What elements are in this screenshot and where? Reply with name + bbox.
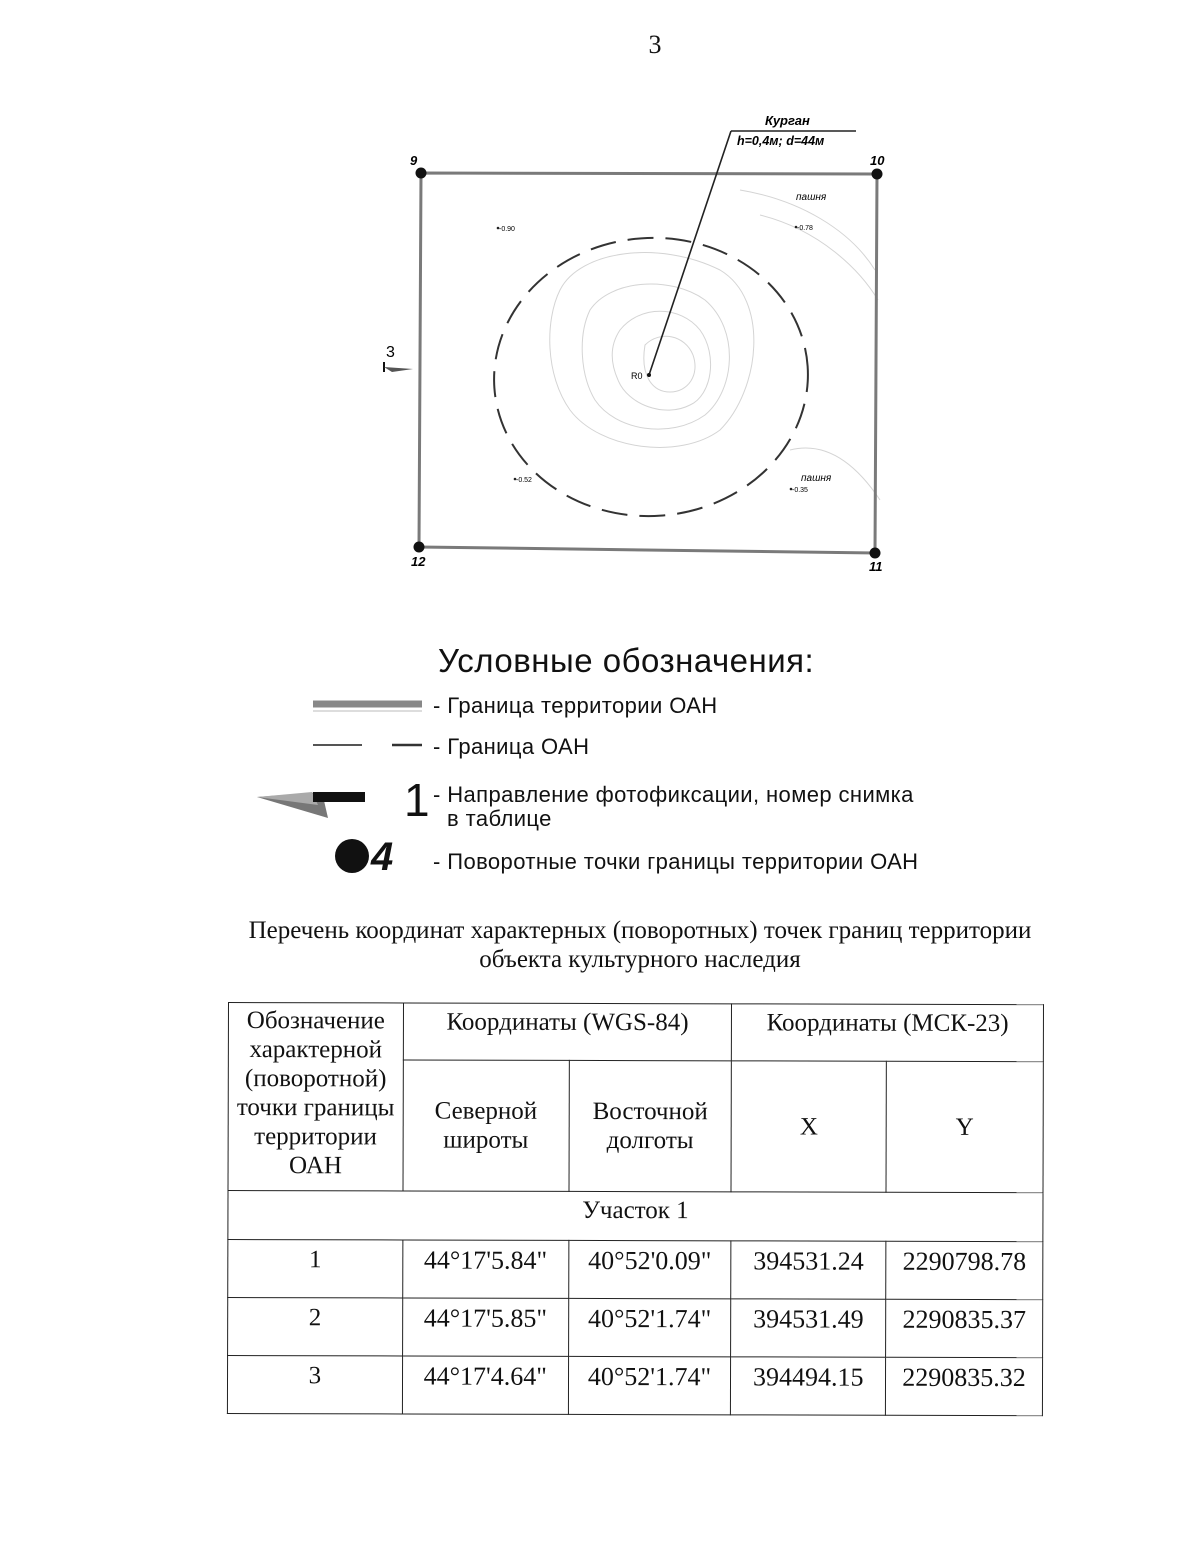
header-north-line: широты bbox=[443, 1126, 529, 1154]
elevation-label: -0.35 bbox=[792, 487, 808, 494]
header-point-line: ОАН bbox=[288, 1152, 342, 1180]
cell-lat: 44°17'4.64" bbox=[402, 1356, 568, 1414]
table-header-row bbox=[228, 1003, 1043, 1062]
section-label: Участок 1 bbox=[228, 1191, 1043, 1242]
coords-list-title-line1: Перечень координат характерных (поворотных) точек границ территории bbox=[248, 917, 1032, 944]
land-label-se: пашня bbox=[801, 473, 832, 484]
turning-point-10 bbox=[872, 169, 883, 180]
header-y: Y bbox=[886, 1061, 1043, 1192]
mound-params: h=0,4м; d=44м bbox=[737, 134, 825, 148]
coords-list-title-line2: объекта культурного наследия bbox=[479, 946, 801, 973]
site-plan bbox=[0, 0, 1200, 640]
mound-label: Курган bbox=[765, 113, 810, 128]
header-point-line: (поворотной) bbox=[244, 1065, 387, 1093]
legend-arrow-number: 1 bbox=[404, 774, 430, 826]
cell-lat: 44°17'5.84" bbox=[403, 1240, 569, 1298]
turning-point-9 bbox=[416, 168, 427, 179]
elevation-label: -0.90 bbox=[499, 226, 515, 233]
header-msk: Координаты (МСК-23) bbox=[732, 1004, 1044, 1062]
mound-center-dot bbox=[647, 373, 651, 377]
cell-point: 2 bbox=[228, 1298, 403, 1356]
cell-y: 2290798.78 bbox=[886, 1241, 1043, 1299]
legend-dot-symbol bbox=[335, 839, 369, 873]
header-east-line: Восточной bbox=[592, 1097, 708, 1126]
cell-x: 394531.49 bbox=[731, 1299, 886, 1357]
cell-y: 2290835.32 bbox=[886, 1357, 1043, 1415]
cell-point: 1 bbox=[228, 1240, 403, 1298]
oan-boundary bbox=[485, 227, 818, 526]
elevation-label: -0.52 bbox=[516, 477, 532, 484]
photo-arrow-head bbox=[384, 367, 413, 372]
table-row bbox=[227, 1356, 1042, 1416]
point-label-12: 12 bbox=[411, 554, 426, 569]
header-point-line: Обозначение bbox=[246, 1007, 385, 1035]
legend-title: Условные обозначения: bbox=[438, 642, 815, 679]
contour-lines bbox=[550, 190, 880, 500]
point-label-11: 11 bbox=[869, 559, 883, 574]
turning-point-11 bbox=[870, 548, 881, 559]
point-label-9: 9 bbox=[410, 153, 418, 168]
legend-dot-number: 4 bbox=[371, 835, 394, 879]
header-point bbox=[228, 1003, 403, 1191]
legend-arrow-symbol bbox=[257, 792, 365, 818]
photo-number: 3 bbox=[386, 344, 395, 361]
header-x: X bbox=[731, 1061, 886, 1192]
cell-lon: 40°52'1.74" bbox=[568, 1356, 731, 1414]
header-point-line: точки границы bbox=[236, 1094, 395, 1122]
mound-center-label: R0 bbox=[631, 371, 643, 381]
land-label-ne: пашня bbox=[796, 192, 827, 203]
header-east-line: долготы bbox=[606, 1126, 694, 1155]
coords-list-title bbox=[200, 916, 1080, 974]
legend-item-boundary-territory: - Граница территории ОАН bbox=[433, 693, 718, 718]
cell-point: 3 bbox=[227, 1356, 402, 1414]
legend-item-photo-direction-cont: в таблице bbox=[447, 806, 552, 831]
section-row bbox=[228, 1191, 1043, 1242]
header-point-line: территории bbox=[254, 1123, 377, 1151]
cell-x: 394531.24 bbox=[731, 1241, 886, 1299]
page-number: 3 bbox=[648, 30, 662, 59]
table-row bbox=[228, 1298, 1043, 1358]
legend-item-boundary-oan: - Граница ОАН bbox=[433, 734, 590, 759]
header-point-line: характерной bbox=[249, 1036, 383, 1064]
turning-point-12 bbox=[414, 542, 425, 553]
cell-y: 2290835.37 bbox=[886, 1299, 1043, 1357]
cell-lat: 44°17'5.85" bbox=[402, 1298, 568, 1356]
coords-table bbox=[227, 1002, 1044, 1416]
cell-lon: 40°52'1.74" bbox=[568, 1298, 731, 1356]
elevation-label: -0.78 bbox=[797, 225, 813, 232]
header-north-line: Северной bbox=[434, 1097, 538, 1125]
header-north bbox=[403, 1060, 569, 1191]
photo-direction-marker bbox=[384, 344, 413, 372]
header-wgs: Координаты (WGS-84) bbox=[403, 1003, 732, 1061]
cell-x: 394494.15 bbox=[731, 1357, 886, 1415]
legend-item-turning-points: - Поворотные точки границы территории ОАН bbox=[433, 849, 919, 874]
cell-lon: 40°52'0.09" bbox=[568, 1240, 731, 1298]
table-row bbox=[228, 1240, 1043, 1300]
legend-item-photo-direction: - Направление фотофиксации, номер снимка bbox=[433, 782, 914, 807]
point-label-10: 10 bbox=[870, 153, 885, 168]
header-east bbox=[569, 1060, 732, 1191]
